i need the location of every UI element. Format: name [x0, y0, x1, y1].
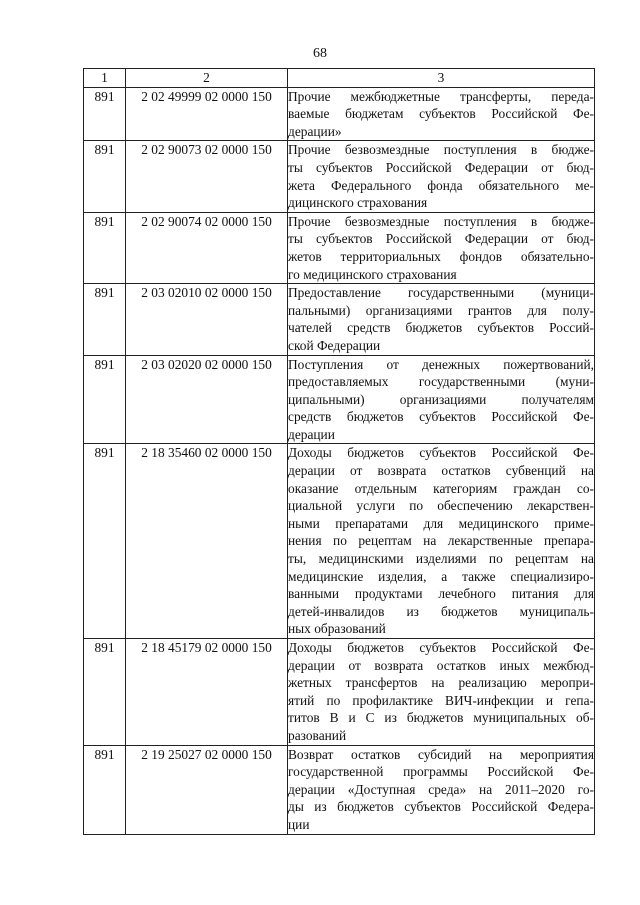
description-cell [288, 141, 595, 212]
description-line: государственной программы Российской Фе- [288, 764, 594, 780]
description-line: Поступления от денежных пожертвований, [288, 356, 594, 372]
description-line: пальными) организациями грантов для полу- [288, 302, 594, 318]
table-header-row [84, 69, 595, 88]
description-line: предоставляемых государственными (муни- [288, 374, 594, 390]
description-cell [288, 212, 595, 283]
description-line: го медицинского страхования [288, 266, 457, 282]
description-line: жетов территориальных фондов обязательно- [288, 248, 594, 264]
admin-code-cell: 891 [84, 444, 126, 639]
description-cell [288, 355, 595, 444]
description-line: медицинские изделия, а также специализиро- [288, 568, 594, 584]
description-line: Прочие безвозмездные поступления в бюдже- [288, 142, 594, 158]
table-row [84, 444, 595, 639]
page-number: 68 [313, 46, 327, 61]
description-line: ды из бюджетов субъектов Российской Федера- [288, 799, 594, 815]
description-cell [288, 444, 595, 639]
table-row [84, 745, 595, 834]
description-line: нения по рецептам на лекарственные препара- [288, 533, 594, 549]
description-cell [288, 745, 595, 834]
description-line: разований [288, 727, 347, 743]
description-line: дерации [288, 426, 335, 442]
admin-code-cell: 891 [84, 87, 126, 141]
description-line: ципальными) организациями получателям [288, 391, 594, 407]
budget-classification-code-cell: 2 02 49999 02 0000 150 [126, 87, 288, 141]
description-line: жетных трансфертов на реализацию меропри- [288, 675, 594, 691]
budget-classification-code-cell: 2 02 90073 02 0000 150 [126, 141, 288, 212]
table-row [84, 355, 595, 444]
table-row [84, 141, 595, 212]
description-line: дицинского страхования [288, 195, 428, 211]
budget-classification-code-cell: 2 03 02020 02 0000 150 [126, 355, 288, 444]
description-line: дерации от возврата остатков субвенций на [288, 463, 594, 479]
description-line: ции [288, 816, 310, 832]
description-line: ваемые бюджетам субъектов Российской Фе- [288, 106, 594, 122]
description-line: Прочие межбюджетные трансферты, переда- [288, 88, 594, 104]
admin-code-cell: 891 [84, 355, 126, 444]
description-line: оказание отдельным категориям граждан со- [288, 480, 594, 496]
budget-classification-code-cell: 2 19 25027 02 0000 150 [126, 745, 288, 834]
table-body [84, 87, 595, 834]
description-line: ты, медицинскими изделиями по рецептам на [288, 551, 594, 567]
description-line: ных образований [288, 621, 386, 637]
description-line: циальной услуги по обеспечению лекарствен- [288, 498, 594, 514]
description-line: ванными продуктами лечебного питания для [288, 586, 594, 602]
description-line: дерации «Доступная среда» на 2011–2020 го- [288, 781, 594, 797]
table-row [84, 212, 595, 283]
description-line: ской Федерации [288, 337, 381, 353]
description-line: ными препаратами для медицинского приме- [288, 515, 594, 531]
budget-classification-code-cell: 2 03 02010 02 0000 150 [126, 284, 288, 355]
header-col-1: 1 [84, 69, 126, 88]
table-row [84, 284, 595, 355]
description-cell [288, 639, 595, 746]
description-cell [288, 87, 595, 141]
admin-code-cell: 891 [84, 141, 126, 212]
description-line: дерации от возврата остатков иных межбюд- [288, 657, 594, 673]
admin-code-cell: 891 [84, 639, 126, 746]
description-line: Прочие безвозмездные поступления в бюдже- [288, 213, 594, 229]
description-line: ты субъектов Российской Федерации от бюд- [288, 231, 594, 247]
table-row [84, 639, 595, 746]
description-line: Возврат остатков субсидий на мероприятия [288, 746, 594, 762]
description-line: Доходы бюджетов субъектов Российской Фе- [288, 445, 594, 461]
description-line: ятий по профилактике ВИЧ-инфекции и гепа- [288, 692, 594, 708]
description-line: титов В и С из бюджетов муниципальных об- [288, 710, 594, 726]
description-line: детей-инвалидов из бюджетов муниципаль- [288, 603, 594, 619]
description-line: средств бюджетов субъектов Российской Фе- [288, 409, 594, 425]
admin-code-cell: 891 [84, 745, 126, 834]
description-line: чателей средств бюджетов субъектов Россий- [288, 320, 594, 336]
description-line: Предоставление государственными (муници- [288, 285, 594, 301]
description-line: ты субъектов Российской Федерации от бюд- [288, 159, 594, 175]
description-line: Доходы бюджетов субъектов Российской Фе- [288, 640, 594, 655]
budget-classification-code-cell: 2 18 35460 02 0000 150 [126, 444, 288, 639]
budget-classification-code-cell: 2 18 45179 02 0000 150 [126, 639, 288, 746]
header-col-2: 2 [126, 69, 288, 88]
description-cell [288, 284, 595, 355]
description-line: жета Федерального фонда обязательного ме- [288, 177, 594, 193]
budget-code-table [83, 68, 595, 835]
admin-code-cell: 891 [84, 284, 126, 355]
table-row [84, 87, 595, 141]
header-col-3: 3 [288, 69, 595, 88]
admin-code-cell: 891 [84, 212, 126, 283]
budget-classification-code-cell: 2 02 90074 02 0000 150 [126, 212, 288, 283]
description-line: дерации» [288, 123, 342, 139]
